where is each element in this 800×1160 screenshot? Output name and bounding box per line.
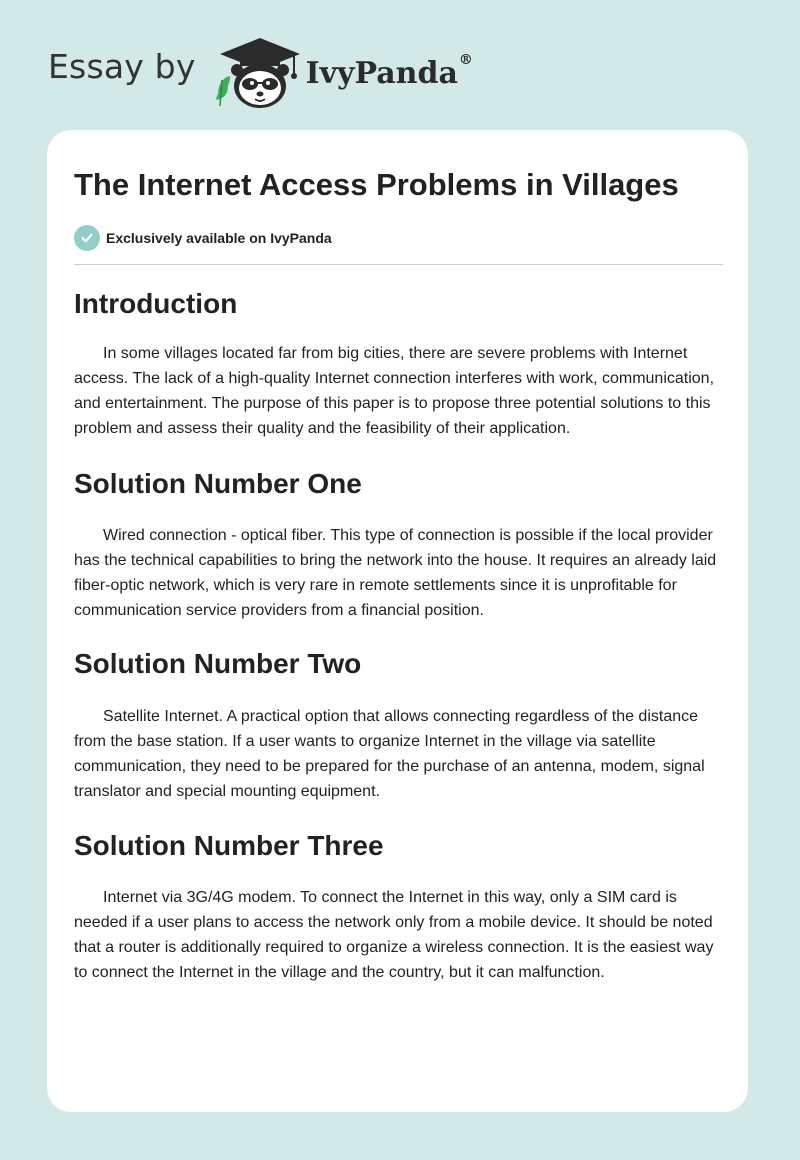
title-divider bbox=[74, 264, 723, 265]
exclusive-badge bbox=[74, 224, 723, 252]
section-body-solution-two: Satellite Internet. A practical option that allows connecting regardless of the distance from the base station. If a user wants to organize Internet in the village via satellite communication, they need to be prepared for the purchase of an antenna, modem, signal translator and special mounting equipment. bbox=[74, 708, 705, 800]
registered-mark: ® bbox=[458, 51, 473, 68]
brand-name[interactable]: IvyPanda® bbox=[305, 51, 473, 91]
section-heading-solution-one: Solution Number One bbox=[74, 468, 362, 499]
section-heading-introduction: Introduction bbox=[74, 288, 238, 319]
section-body-solution-one: Wired connection - optical fiber. This type of connection is possible if the local provider has the technical capabilities to bring the network into the house. It requires an already laid fiber-optic network, which is very rare in remote settlements since it is unprofitable for communication service providers from a financial position. bbox=[74, 527, 717, 619]
exclusive-badge-label: Exclusively available on IvyPanda bbox=[106, 230, 332, 246]
section-heading-solution-two: Solution Number Two bbox=[74, 648, 362, 679]
section-body-solution-three: Internet via 3G/4G modem. To connect the Internet in this way, only a SIM card is needed if a user plans to access the network only from a mobile device. It should be noted that a router is additionally required to organize a wireless connection. It is the easiest way to connect the Internet in the village and the country, but it can malfunction. bbox=[74, 889, 714, 981]
checkmark-icon bbox=[74, 225, 100, 251]
essay-by-label: Essay by bbox=[48, 46, 196, 86]
essay-card bbox=[47, 130, 748, 1112]
essay-content bbox=[74, 164, 723, 985]
panda-graduate-logo-icon[interactable] bbox=[210, 30, 302, 110]
page-title: The Internet Access Problems in Villages bbox=[74, 167, 679, 202]
section-heading-solution-three: Solution Number Three bbox=[74, 830, 384, 861]
site-header bbox=[48, 30, 473, 110]
section-body-introduction: In some villages located far from big cities, there are severe problems with Internet access. The lack of a high-quality Internet connection interferes with work, communication, and entertainment. The purpose of this paper is to propose three potential solutions to this problem and assess their quality and the feasibility of their application. bbox=[74, 345, 715, 437]
